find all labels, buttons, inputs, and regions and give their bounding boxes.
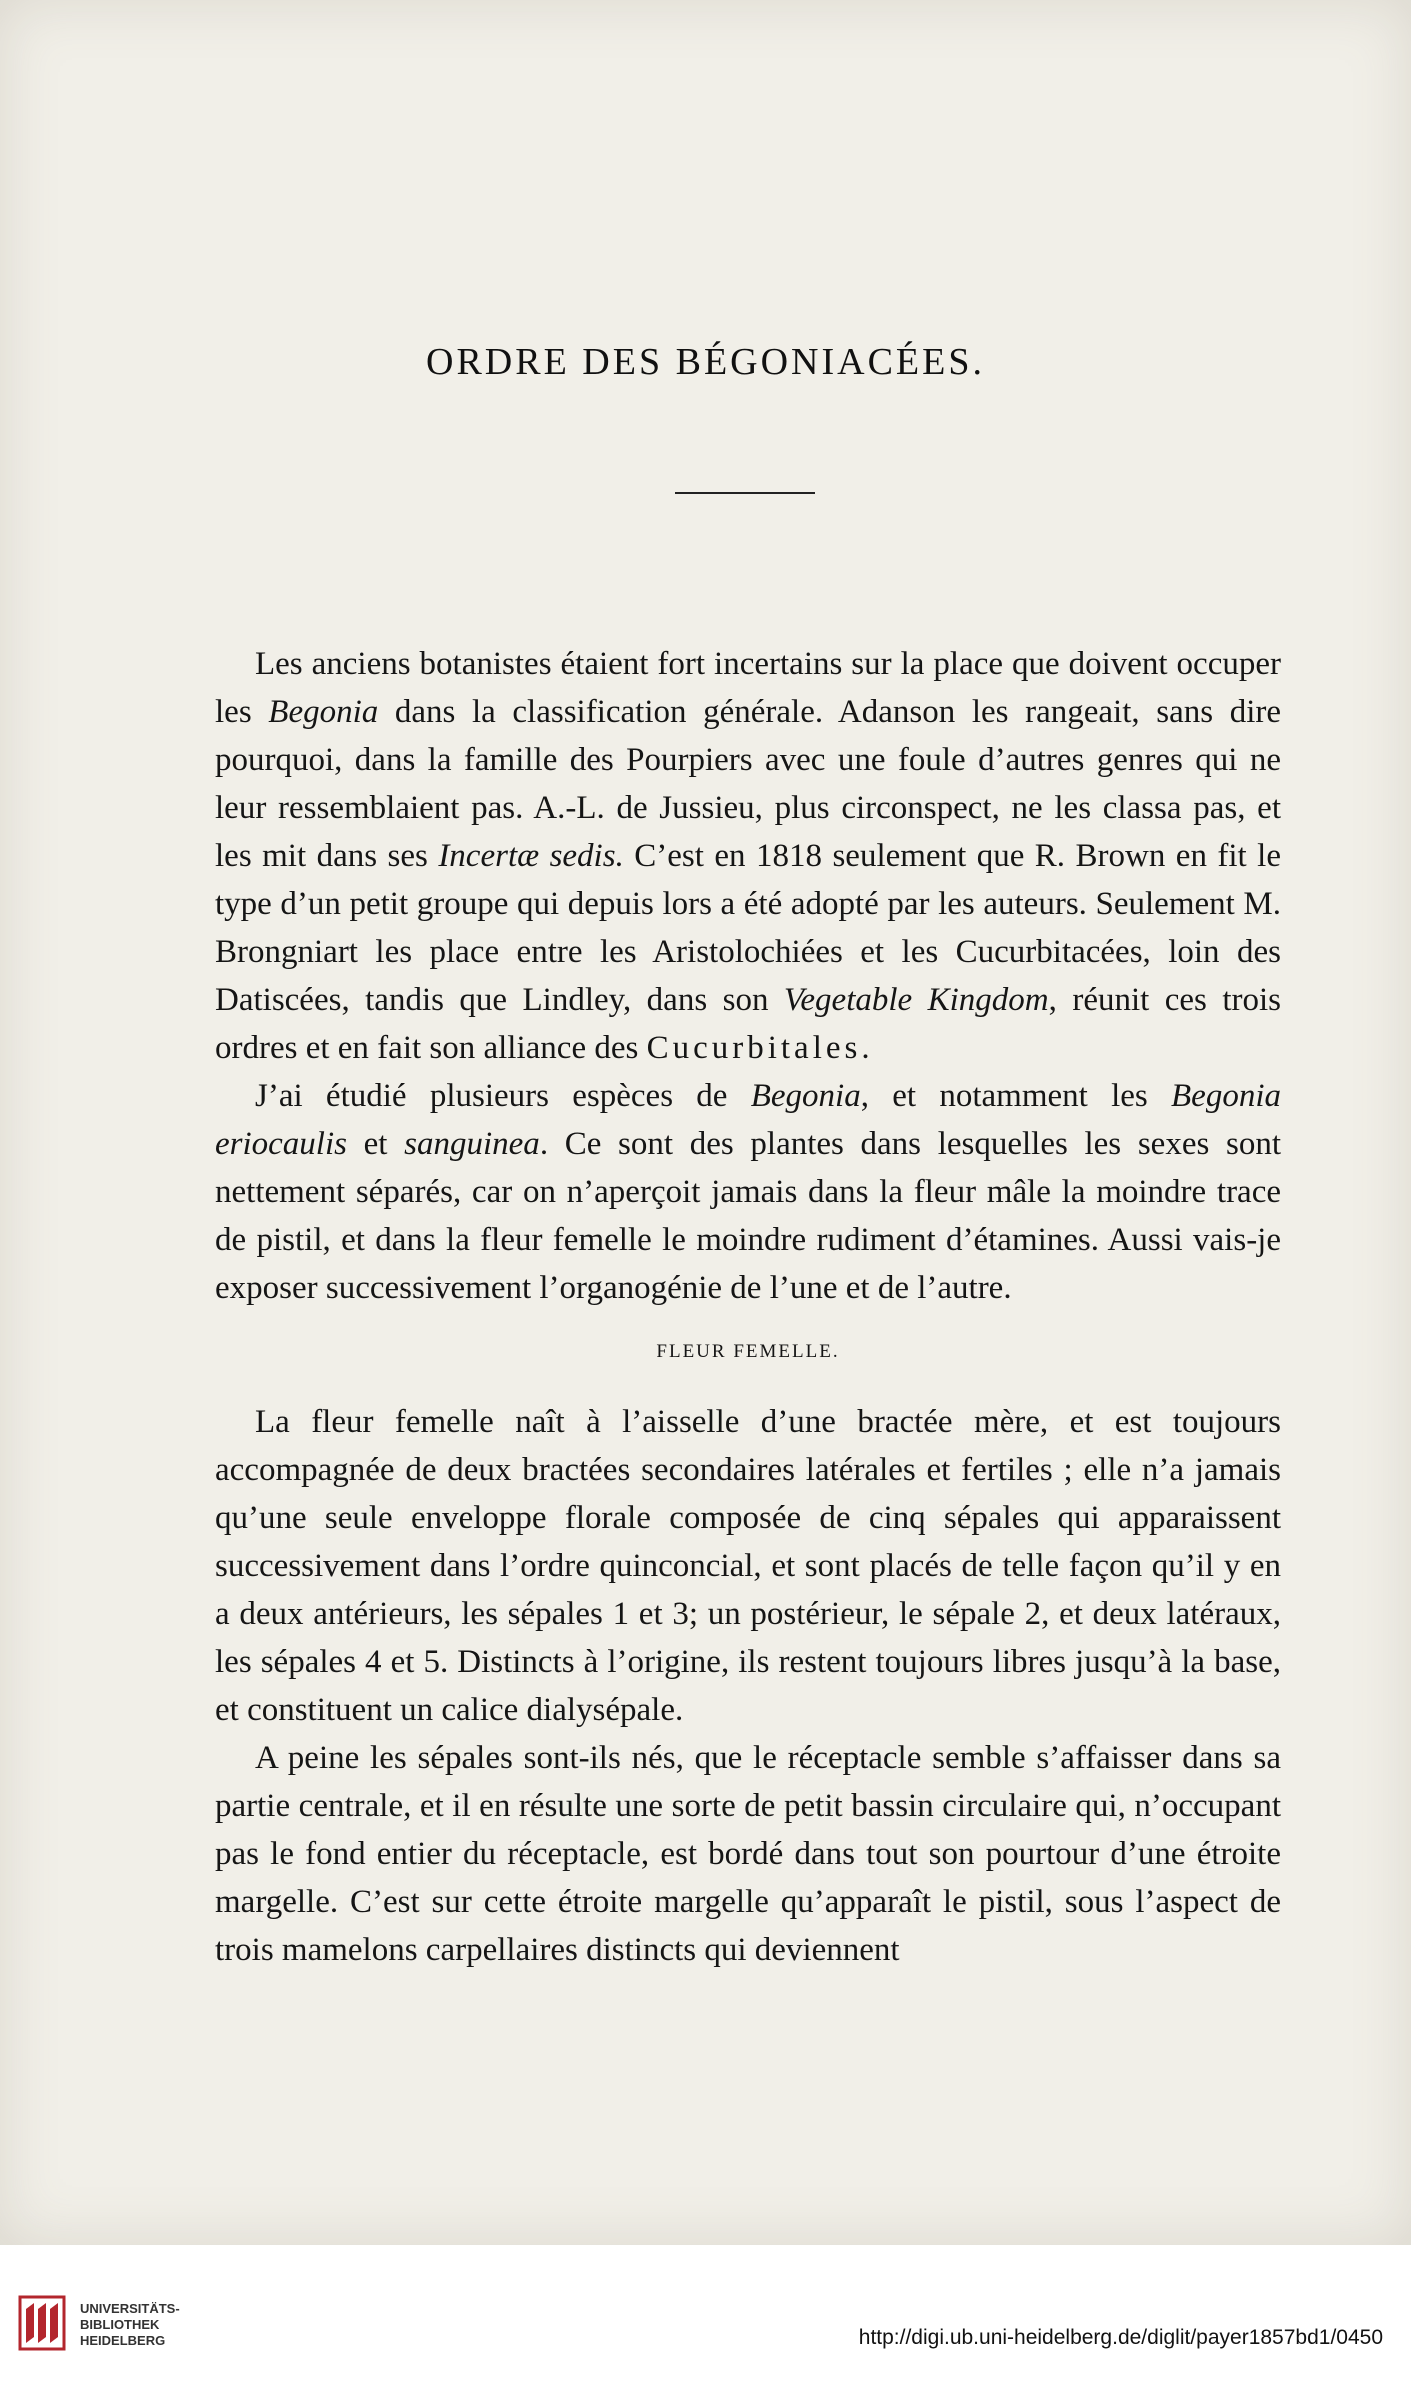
section-heading: FLEUR FEMELLE. [656,1341,840,1362]
p1-italic-begonia: Begonia [268,694,379,730]
p2-italic-begonia-eriocaulis: Begonia eriocaulis [215,1078,1281,1162]
title-rule [675,492,815,494]
p2-text-2: , et notamment les [860,1078,1172,1114]
paragraph-3: La fleur femelle naît à l’aisselle d’une bractée mère, et est toujours accompagnée de deux bractées secondaires latérales et fertiles ; elle n’a jamais qu’une seule enveloppe florale composée de cinq sépales qui apparaissent successivement dans l’ordre quinconcial, et sont placés de telle façon qu’il y en a deux antérieurs, les sépales 1 et 3; un postérieur, le sépale 2, et deux latéraux, les sépales 4 et 5. Distincts à l’origine, ils restent toujours libres jusqu’à la base, et constituent un calice dialysépale. [215,1404,1281,1728]
paragraph-2 [215,1072,1281,1312]
p2-text-4: . Ce sont des plantes dans lesquelles les sexes sont nettement séparés, car on n’aperçoit jamais dans la fleur mâle la moindre trace de pistil, et dans la fleur femelle le moindre rudiment d’étamines. Aussi vais-je exposer successivement l’organogénie de l’une et de l’autre. [215,1126,1281,1306]
p2-italic-sanguinea: sanguinea [404,1126,540,1162]
p1-text-2: dans la classification générale. Adanson les rangeait, sans dire pourquoi, dans la famille des Pourpiers avec une foule d’autres genres qui ne leur ressemblaient pas. A.-L. de Jussieu, plus circonspect, ne les classa pas, et les mit dans ses [215,694,1281,874]
source-url-link[interactable]: http://digi.ub.uni-heidelberg.de/diglit/payer1857bd1/0450 [858,2326,1383,2349]
library-name [80,2301,180,2349]
p1-italic-incertae: Incertæ sedis. [438,838,624,874]
library-name-line-1: UNIVERSITÄTS- [80,2301,180,2316]
library-name-line-3: HEIDELBERG [80,2333,166,2348]
body-text [215,640,1281,1974]
p1-text-3: C’est en 1818 seulement que R. Brown en fit le type d’un petit groupe qui depuis lors a été adopté par les auteurs. Seulement M. Brongniart les place entre les Aristolochiées et les Cucurbitacées, loin des Datiscées, tandis que Lindley, dans son [215,838,1282,1018]
p1-text-1: Les anciens botanistes étaient fort incertains sur la place que doivent occuper les [215,646,1281,730]
p2-text-3: et [346,1126,405,1162]
p1-text-4: , réunit ces trois ordres et en fait son alliance des [215,982,1281,1066]
p1-text-5: . [861,1030,870,1066]
p2-text-1: J’ai étudié plusieurs espèces de [255,1078,751,1114]
p1-italic-vegetable-kingdom: Vegetable Kingdom [783,982,1049,1018]
library-logo-icon [18,2295,66,2351]
paragraph-4: A peine les sépales sont-ils nés, que le réceptacle semble s’affaisser dans sa partie centrale, et il en résulte une sorte de petit bassin circulaire qui, n’occupant pas le fond entier du réceptacle, est bordé dans tout son pourtour d’une étroite margelle. C’est sur cette étroite margelle qu’apparaît le pistil, sous l’aspect de trois mamelons carpellaires distincts qui deviennent [215,1740,1281,1968]
p2-italic-begonia: Begonia [750,1078,861,1114]
paragraph-1 [215,640,1281,1072]
chapter-title: ORDRE DES BÉGONIACÉES. [426,341,985,383]
footer-bar [0,2245,1411,2381]
library-name-line-2: BIBLIOTHEK [80,2317,160,2332]
p1-spaced-cucurbitales: Cucurbitales [646,1030,862,1066]
